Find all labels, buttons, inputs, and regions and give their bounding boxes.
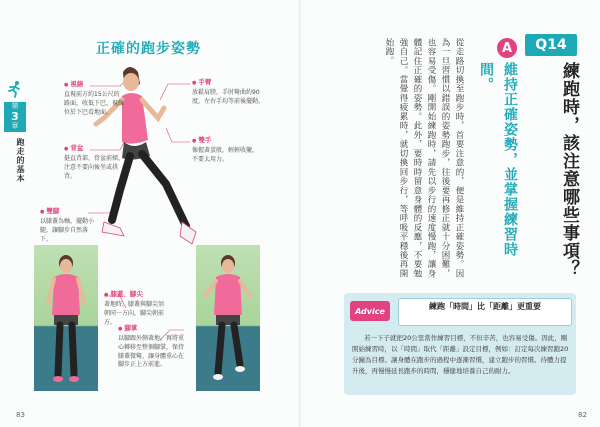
- annotation-back-text: 挺直背部，骨盆前傾，注意不要向後坐或拱背。: [64, 155, 125, 180]
- front-runner-photo: [34, 245, 98, 391]
- question-title: 練跑時，該注意哪些事項？: [559, 62, 579, 278]
- advice-title: 練跑「時間」比「距離」更重要: [398, 298, 572, 326]
- annotation-hands-label: ● 雙手: [192, 136, 258, 145]
- annotation-knee-label: ● 膝蓋、腳尖: [104, 290, 166, 299]
- annotation-hands: [192, 136, 258, 165]
- annotation-landing-text: 以腳跟外側著地，再將重心轉移至整個腳掌，保持膝蓋微彎，讓身體重心在腳步正上方前進。: [118, 335, 185, 369]
- annotation-arms-text: 放鬆肩膀，手肘彎曲約90度，左右手均等前後擺動。: [192, 89, 265, 106]
- annotation-legs: [40, 207, 98, 244]
- right-page-number: 82: [578, 411, 587, 419]
- annotation-arms-label: ● 手臂: [192, 78, 264, 87]
- annotation-back-label: ● 背盆: [64, 144, 124, 153]
- advice-text: 若一下子就把20公里當作練習目標，不但辛苦，也容易受傷。因此，剛開始練習時，以「時間」取代「距離」設定目標，例如：訂定每次練習跑20分鐘為目標。讓身體在跑步的過程中逐漸習慣，建立跑步的習慣。待體力提升後，再慢慢延長跑步的時間，穩健地培養自己的耐力。: [352, 334, 569, 375]
- chapter-label: 第: [11, 102, 19, 111]
- chapter-suffix: 章: [11, 122, 19, 131]
- annotation-eyes-text: 直視前方約15公尺的路面，收低下巴，視線位於下巴看地面。: [64, 91, 125, 116]
- annotation-hands-text: 像握著蛋般，輕輕收攏，不要太用力。: [192, 147, 259, 164]
- annotation-knee-text: 著地時，膝蓋與腳尖須朝同一方向，腳尖朝前方。: [104, 301, 165, 326]
- left-page-number: 83: [16, 411, 25, 419]
- annotation-legs-label: ● 雙腳: [40, 207, 98, 216]
- annotation-arms: [192, 78, 264, 107]
- advice-box: [344, 293, 576, 395]
- annotation-knee: [104, 290, 166, 327]
- answer-title: 維持正確姿勢，並掌握練習時間。: [478, 62, 518, 257]
- annotation-back: [64, 144, 124, 181]
- annotation-eyes: [64, 80, 124, 117]
- advice-badge: Advice: [350, 301, 390, 321]
- chapter-title: 跑走的基本: [16, 138, 25, 183]
- annotation-eyes-label: ● 視線: [64, 80, 124, 89]
- book-spine: [299, 0, 301, 427]
- question-badge: Q14: [525, 34, 577, 56]
- annotation-landing: [118, 324, 184, 370]
- landing-runner-photo: [196, 245, 260, 391]
- section-title: 正確的跑步姿勢: [96, 41, 201, 57]
- body-text-first: 從走路切換至跑步時，首要注意的，便是維持正確姿勢。因為一旦習慣以錯誤的姿勢跑步，往後要再修正就十分困難，也容易受傷。剛開始練跑時，請先以步行的速度慢跑，讓身體記住正確的姿勢。此外，要時時留意身體的反應，不要勉強自己。當覺得疲累時，就切換回步行，等呼吸平穩後再開始跑。: [384, 38, 464, 278]
- answer-label: A: [497, 38, 517, 58]
- annotation-landing-label: ● 腳掌: [118, 324, 184, 333]
- annotation-legs-text: 以膝蓋為軸，擺動小腿，讓腳步自然落下。: [40, 218, 95, 243]
- chapter-number: 3: [11, 109, 19, 123]
